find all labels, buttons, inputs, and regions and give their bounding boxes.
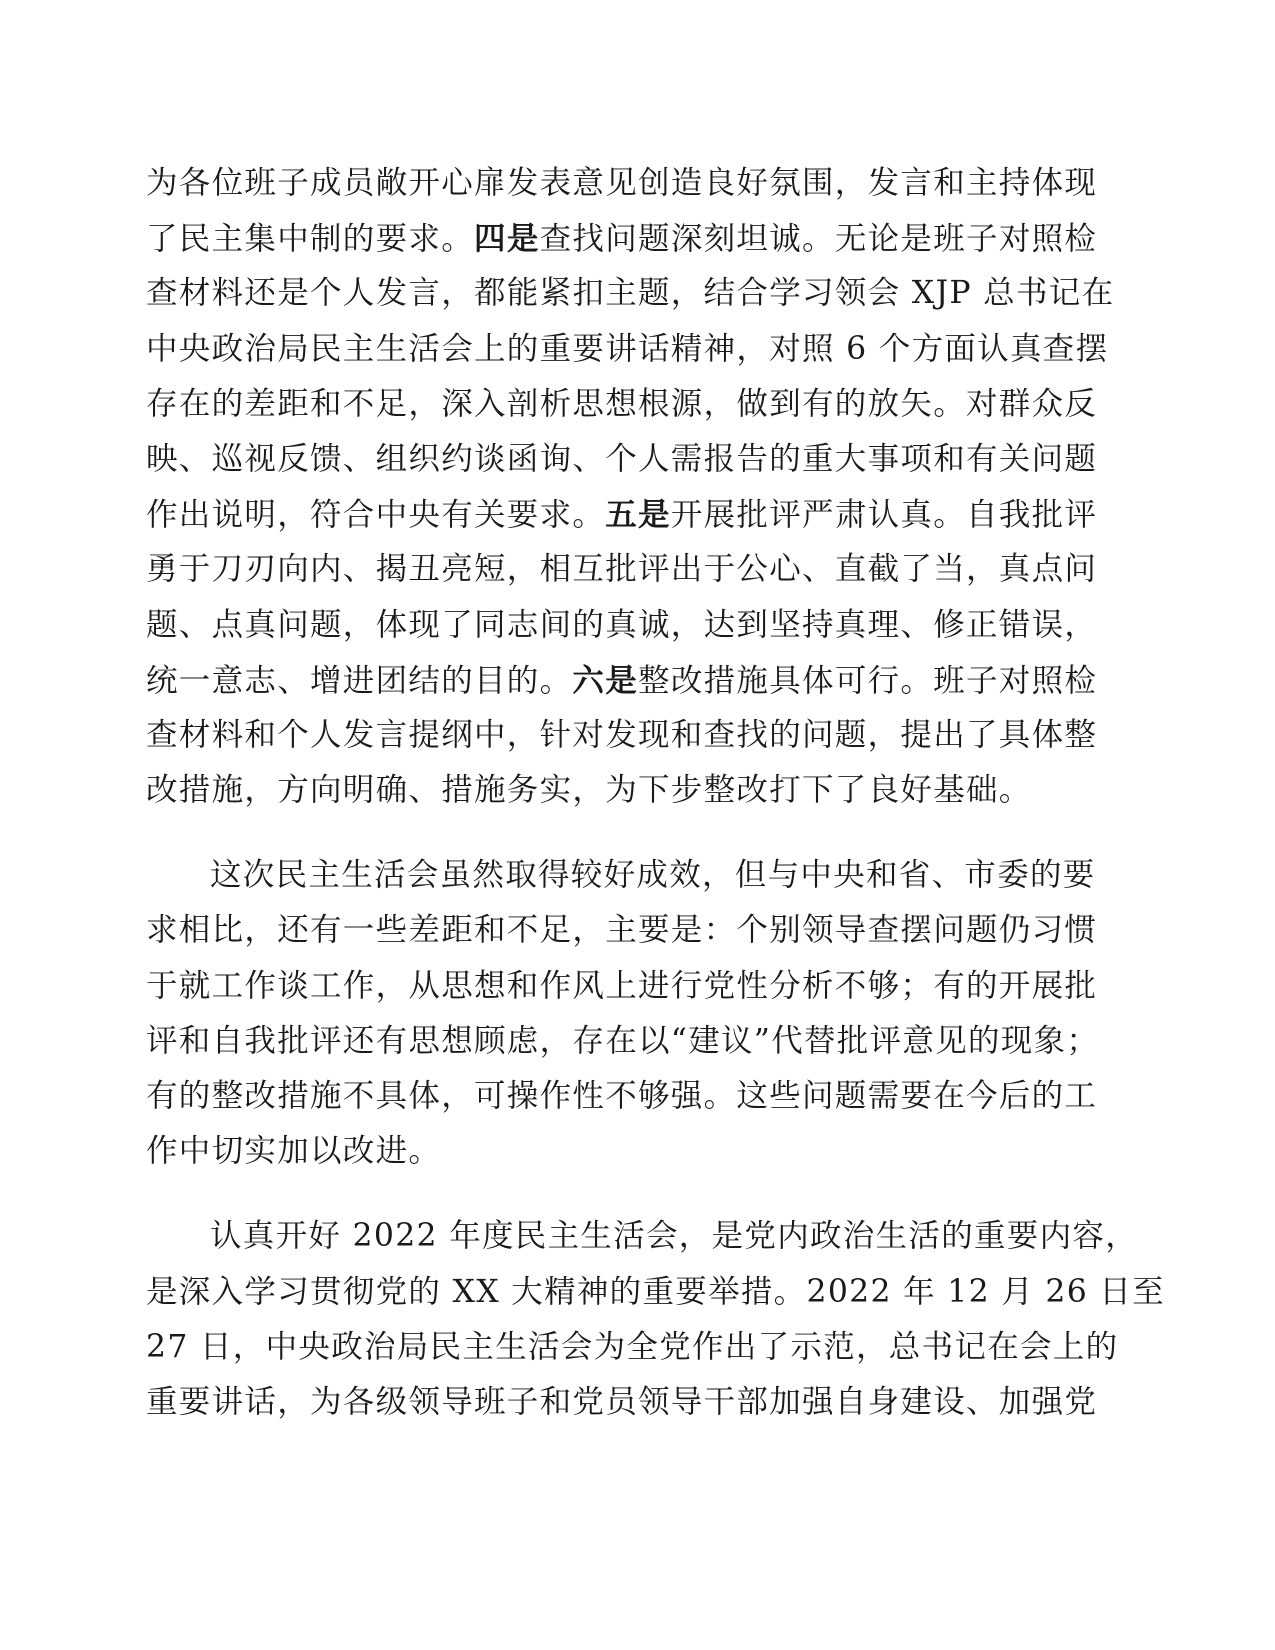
text-line	[146, 959, 1098, 1014]
emphasis-text: 五是	[605, 496, 671, 534]
text-line	[146, 1320, 1119, 1375]
text-segment: 映、巡视反馈、组织约谈函询、个人需报告的重大事项和有关问题	[146, 440, 1098, 477]
text-segment: 查材料和个人发言提纲中，针对发现和查找的问题，提出了具体整	[146, 716, 1098, 753]
text-segment: 有的整改措施不具体，可操作性不够强。这些问题需要在今后的工	[146, 1078, 1098, 1114]
text-line	[146, 653, 1098, 708]
body-text	[146, 156, 1165, 1430]
text-segment: 作中切实加以改进。	[146, 1133, 442, 1170]
text-line	[146, 1209, 1138, 1264]
text-segment: 认真开好 2022 年度民主生活会，是党内政治生活的重要内容，	[210, 1218, 1138, 1255]
text-segment: 改措施，方向明确、措施务实，为下步整改打下了良好基础。	[146, 772, 1032, 809]
text-segment: 统一意志、增进团结的目的。	[146, 662, 573, 699]
text-segment: 于就工作谈工作，从思想和作风上进行党性分析不够；有的开展批	[146, 967, 1098, 1004]
text-line	[146, 903, 1098, 958]
paragraph-gap	[146, 1179, 1076, 1209]
text-segment: 是深入学习贯彻党的 XX 大精神的重要举措。2022 年 12 月 26 日至	[146, 1273, 1165, 1310]
text-segment: 开展批评严肃认真。自我批评	[670, 497, 1098, 534]
text-segment: 求相比，还有一些差距和不足，主要是：个别领导查摆问题仍习惯	[146, 912, 1098, 949]
text-line	[146, 1265, 1165, 1320]
text-segment: 重要讲话，为各级领导班子和党员领导干部加强自身建设、加强党	[146, 1383, 1098, 1420]
text-line	[146, 848, 1096, 903]
paragraph-gap	[146, 818, 1076, 848]
text-segment: 评和自我批评还有思想顾虑，存在以“建议”代替批评意见的现象；	[146, 1022, 1100, 1059]
text-segment: 整改措施具体可行。班子对照检	[638, 662, 1098, 699]
text-line	[146, 708, 1098, 763]
text-line	[146, 1124, 1076, 1179]
text-line	[146, 763, 1076, 818]
text-line	[146, 377, 1098, 432]
text-segment: 勇于刀刃向内、揭丑亮短，相互批评出于公心、直截了当，真点问	[146, 551, 1098, 588]
text-segment: 为各位班子成员敞开心扉发表意见创造良好氛围，发言和主持体现	[146, 165, 1098, 201]
emphasis-text: 四是	[474, 220, 540, 258]
text-line	[146, 1014, 1100, 1069]
text-segment: 存在的差距和不足，深入剖析思想根源，做到有的放矢。对群众反	[146, 385, 1098, 422]
text-line	[146, 542, 1098, 597]
text-line	[146, 1069, 1098, 1124]
emphasis-text: 六是	[572, 661, 639, 699]
text-segment: 题、点真问题，体现了同志间的真诚，达到坚持真理、修正错误，	[146, 606, 1098, 643]
text-line	[146, 266, 1115, 321]
text-line	[146, 156, 1098, 211]
text-segment: 作出说明，符合中央有关要求。	[146, 497, 606, 534]
text-segment: 中央政治局民主生活会上的重要讲话精神，对照 6 个方面认真查摆	[146, 330, 1109, 367]
text-line	[146, 211, 1098, 266]
text-segment: 了民主集中制的要求。	[146, 221, 475, 258]
text-segment: 27 日，中央政治局民主生活会为全党作出了示范，总书记在会上的	[146, 1328, 1119, 1365]
text-segment: 查材料还是个人发言，都能紧扣主题，结合学习领会 XJP 总书记在	[146, 275, 1115, 312]
text-line	[146, 598, 1098, 653]
text-line	[146, 1375, 1098, 1430]
text-line	[146, 432, 1098, 487]
text-segment: 这次民主生活会虽然取得较好成效，但与中央和省、市委的要	[210, 857, 1096, 894]
text-line	[146, 322, 1109, 377]
text-line	[146, 487, 1098, 542]
text-segment: 查找问题深刻坦诚。无论是班子对照检	[539, 221, 1098, 258]
